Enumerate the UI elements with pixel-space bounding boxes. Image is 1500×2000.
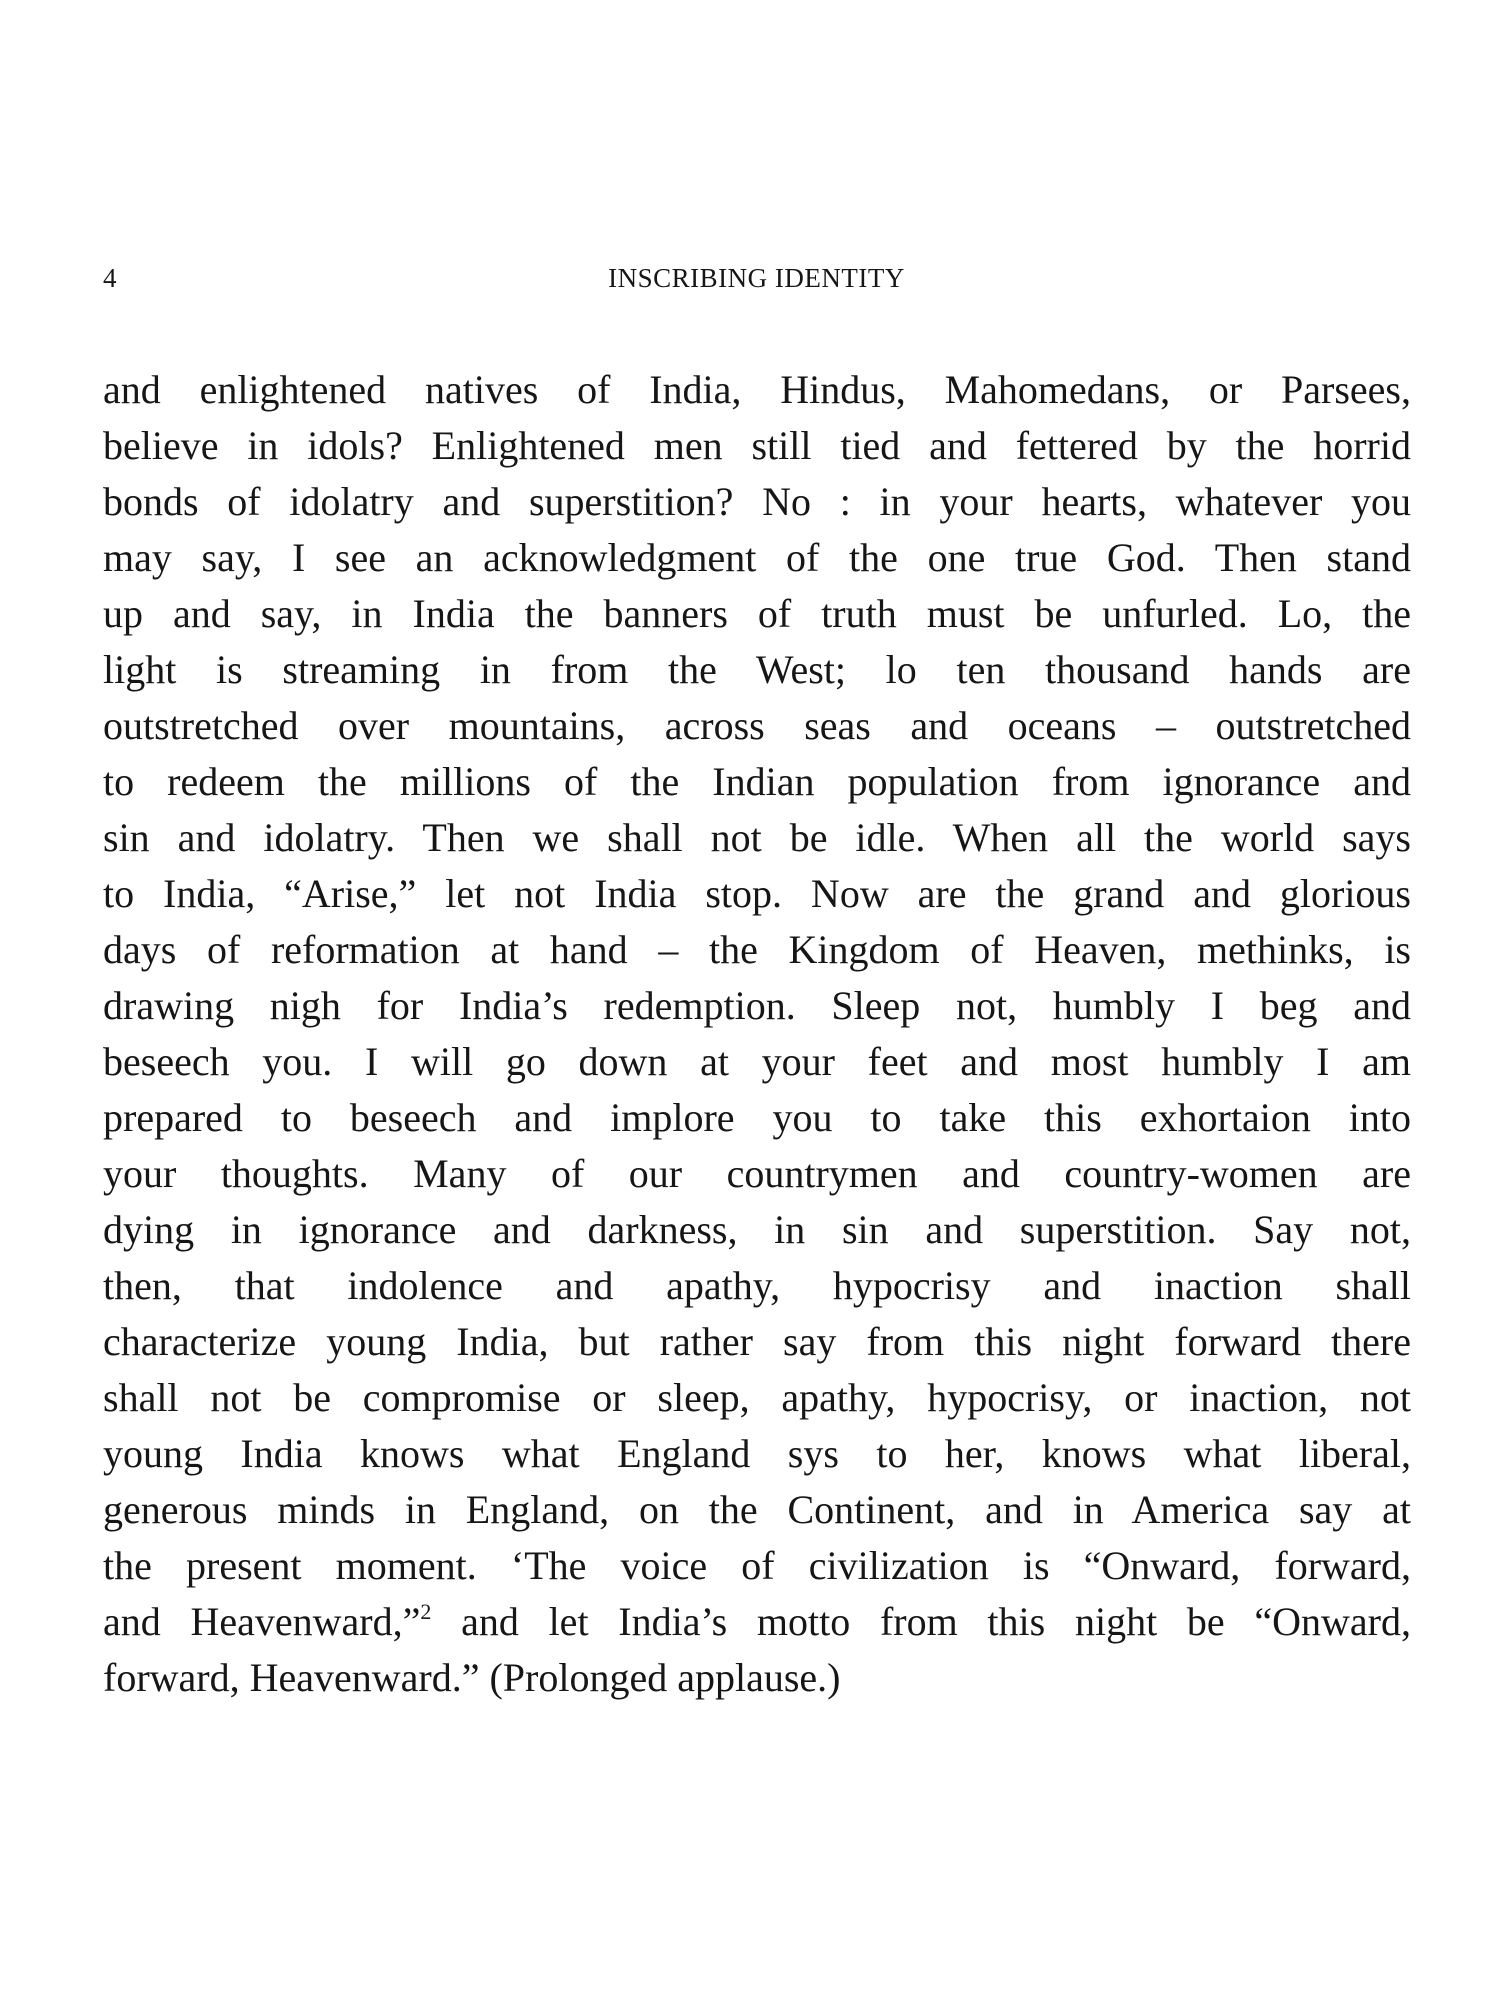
- text-line: to India, “Arise,” let not India stop. Now are the grand and glorious: [103, 871, 1411, 916]
- running-title: INSCRIBING IDENTITY: [608, 263, 905, 293]
- text-line: to redeem the millions of the Indian population from ignorance and: [103, 759, 1411, 804]
- text-line: light is streaming in from the West; lo ten thousand hands are: [103, 647, 1411, 692]
- text-line: and enlightened natives of India, Hindus, Mahomedans, or Parsees,: [103, 367, 1411, 412]
- text-line: dying in ignorance and darkness, in sin and superstition. Say not,: [103, 1207, 1411, 1252]
- text-line: shall not be compromise or sleep, apathy, hypocrisy, or inaction, not: [103, 1375, 1411, 1420]
- page-number: 4: [103, 263, 117, 293]
- running-head: [103, 258, 1410, 298]
- text-line: sin and idolatry. Then we shall not be idle. When all the world says: [103, 815, 1411, 860]
- footnote-marker: 2: [420, 1599, 432, 1624]
- text-line: outstretched over mountains, across seas and oceans – outstretched: [103, 703, 1411, 748]
- text-line: believe in idols? Enlightened men still tied and fettered by the horrid: [103, 423, 1411, 468]
- text-line: beseech you. I will go down at your feet and most humbly I am: [103, 1039, 1411, 1084]
- text-line: characterize young India, but rather say from this night forward there: [103, 1319, 1411, 1364]
- body-paragraph: [103, 362, 1411, 1706]
- text-line: your thoughts. Many of our countrymen and country-women are: [103, 1151, 1411, 1196]
- text-line: up and say, in India the banners of truth must be unfurled. Lo, the: [103, 591, 1411, 636]
- text-line-last: forward, Heavenward.” (Prolonged applause.): [103, 1655, 841, 1700]
- text-segment: and Heavenward,”: [103, 1599, 421, 1644]
- text-line: may say, I see an acknowledgment of the one true God. Then stand: [103, 535, 1411, 580]
- text-line: bonds of idolatry and superstition? No : in your hearts, whatever you: [103, 479, 1411, 524]
- text-segment: and let India’s motto from this night be “Onward,: [431, 1599, 1411, 1644]
- text-line: generous minds in England, on the Continent, and in America say at: [103, 1487, 1411, 1532]
- text-line: then, that indolence and apathy, hypocrisy and inaction shall: [103, 1263, 1411, 1308]
- text-line-with-footnote: [103, 1594, 1411, 1650]
- text-line: the present moment. ‘The voice of civilization is “Onward, forward,: [103, 1543, 1411, 1588]
- text-line: young India knows what England sys to her, knows what liberal,: [103, 1431, 1411, 1476]
- text-line: drawing nigh for India’s redemption. Sleep not, humbly I beg and: [103, 983, 1411, 1028]
- text-line: prepared to beseech and implore you to take this exhortaion into: [103, 1095, 1411, 1140]
- text-line: days of reformation at hand – the Kingdom of Heaven, methinks, is: [103, 927, 1411, 972]
